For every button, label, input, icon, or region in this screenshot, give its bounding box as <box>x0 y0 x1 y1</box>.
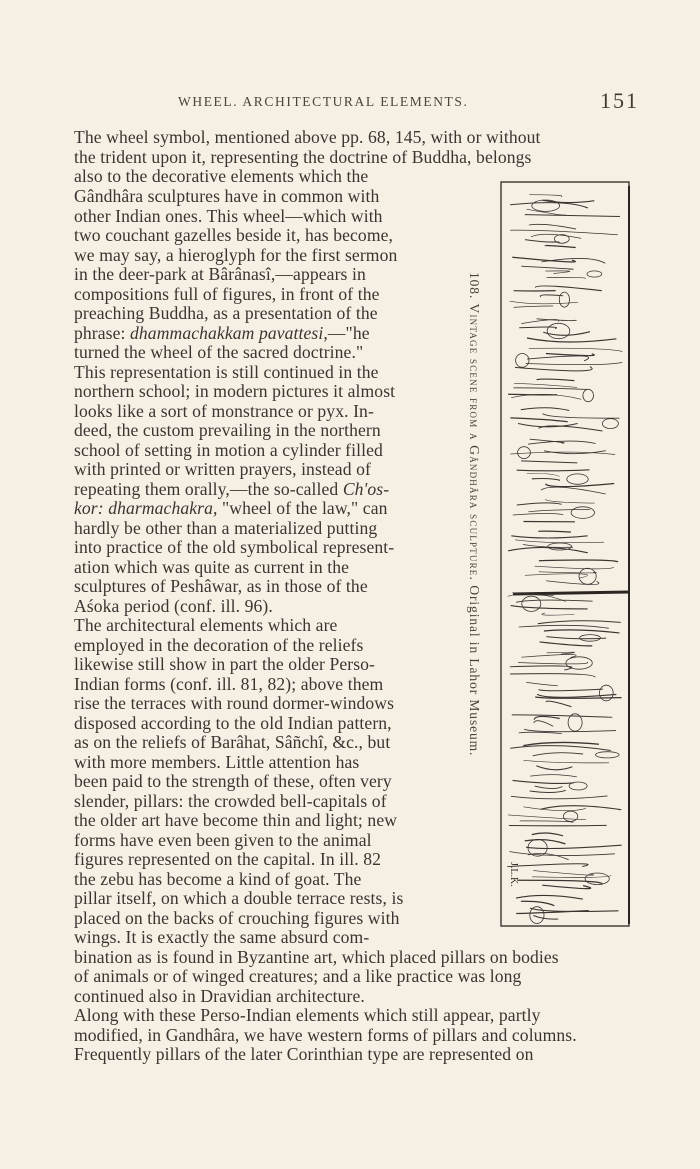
engraving-stroke <box>508 547 588 552</box>
engraving-stroke <box>532 833 563 836</box>
engraving-stroke <box>509 852 615 856</box>
engraving-stroke <box>538 621 621 624</box>
relief-illustration <box>483 172 643 940</box>
engraving-stroke <box>535 286 602 291</box>
engraving-stroke <box>537 379 575 381</box>
engraving-stroke <box>534 716 560 719</box>
text-line: deed, the custom prevailing in the northern <box>74 420 381 440</box>
grape-cluster-mark <box>587 271 602 277</box>
engraving-stroke <box>519 327 556 329</box>
engraving-stroke <box>514 388 587 390</box>
engraving-stroke <box>510 418 567 422</box>
text-line: This representation is still continued in the <box>74 362 379 382</box>
engraving-stroke <box>514 306 554 307</box>
engraving-stroke <box>547 277 586 278</box>
engraving-stroke <box>526 362 623 364</box>
engraving-stroke <box>534 721 553 727</box>
engraving-stroke <box>524 729 616 732</box>
text-line: two couchant gazelles beside it, has become, <box>74 225 394 245</box>
engraving-stroke <box>518 662 588 664</box>
engraving-stroke <box>525 240 559 242</box>
engraving-stroke <box>539 689 603 691</box>
engraving-stroke <box>513 780 574 783</box>
grape-cluster-mark <box>559 292 569 307</box>
text-line: rise the terraces with round dormer-windows <box>74 693 395 713</box>
engraving-stroke <box>517 880 602 884</box>
engraving-stroke <box>510 230 618 235</box>
text-line: we may say, a hieroglyph for the first sermon <box>74 245 398 265</box>
text-line: Indian forms (conf. ill. 81, 82); above them <box>74 674 384 694</box>
text-line: as on the reliefs of Barâhat, Sâñchî, &c., but <box>74 732 391 752</box>
text-line: preaching Buddha, as a presentation of the <box>74 303 378 323</box>
grape-cluster-mark <box>602 419 618 429</box>
grape-cluster-mark <box>547 323 570 338</box>
engraving-stroke <box>535 566 614 569</box>
engraving-stroke <box>514 383 577 387</box>
grape-cluster-mark <box>579 568 596 584</box>
figure-title: Vintage scene from a Gândhâra sculpture. <box>467 303 482 582</box>
engraving-stroke <box>525 215 620 217</box>
relief-drawing <box>483 172 643 940</box>
text-line: placed on the backs of crouching figures with <box>74 908 400 928</box>
figure-number: 108. <box>467 272 482 300</box>
engraving-stroke <box>526 682 557 685</box>
grape-cluster-mark <box>563 811 577 821</box>
text-line: pillar itself, on which a double terrace rests, is <box>74 888 404 908</box>
text-line: northern school; in modern pictures it almost <box>74 381 396 401</box>
engraving-stroke <box>527 473 560 476</box>
engraving-stroke <box>521 901 554 905</box>
text-line: turned the wheel of the sacred doctrine." <box>74 342 364 362</box>
engraving-stroke <box>528 510 590 512</box>
engraving-stroke <box>542 613 575 615</box>
engraving-stroke <box>515 540 604 543</box>
engraving-stroke <box>510 203 588 208</box>
engraving-stroke <box>524 760 610 763</box>
engraving-stroke <box>530 790 566 792</box>
grape-cluster-mark <box>596 752 620 758</box>
grape-cluster-mark <box>569 782 587 790</box>
engraving-stroke <box>547 652 575 654</box>
grape-cluster-mark <box>583 389 594 401</box>
text-line: other Indian ones. This wheel—which with <box>74 206 383 226</box>
engraving-stroke <box>511 536 587 538</box>
engraving-stroke <box>542 885 591 888</box>
engraving-stroke <box>512 715 612 717</box>
grape-cluster-mark <box>532 200 560 211</box>
engraving-stroke <box>529 348 623 351</box>
grape-cluster-mark <box>548 543 572 550</box>
grape-cluster-mark <box>522 596 541 611</box>
text-line: figures represented on the capital. In ill. 82 <box>74 849 382 869</box>
engraving-stroke <box>527 356 589 361</box>
text-line: with printed or written prayers, instead of <box>74 459 371 479</box>
engraving-stroke <box>538 531 571 532</box>
text-line: the older art have become thin and light; new <box>74 810 398 830</box>
text-line: looks like a sort of monstrance or pyx. In- <box>74 401 374 421</box>
text-line: the trident upon it, representing the doctrine of Buddha, belongs <box>74 147 532 167</box>
text-line: Along with these Perso-Indian elements which still appear, partly <box>74 1005 541 1025</box>
grape-cluster-mark <box>518 447 531 459</box>
grape-cluster-mark <box>516 354 529 368</box>
text-line: The wheel symbol, mentioned above pp. 68, 145, with or without <box>74 127 541 147</box>
engraving-stroke <box>539 560 618 562</box>
engraving-stroke <box>510 301 578 304</box>
figure-caption <box>466 272 482 756</box>
text-line: Aśoka period (conf. ill. 96). <box>74 596 273 616</box>
engraving-stroke <box>517 503 562 505</box>
text-line: school of setting in motion a cylinder filled <box>74 440 383 460</box>
text-line: sculptures of Peshâwar, as in those of the <box>74 576 368 596</box>
engraving-stroke <box>529 224 576 229</box>
engraving-stroke <box>535 786 563 788</box>
engraving-stroke <box>527 209 566 215</box>
engraving-stroke <box>516 600 593 602</box>
engraving-stroke <box>516 895 583 899</box>
engraving-stroke <box>517 470 590 471</box>
text-line: into practice of the old symbolical represent- <box>74 537 395 557</box>
text-line: kor: dharmachakra, "wheel of the law," can <box>74 498 388 518</box>
engraving-stroke <box>545 246 576 248</box>
text-line: been paid to the strength of these, often very <box>74 771 392 791</box>
grape-cluster-mark <box>571 507 594 519</box>
engraving-stroke <box>536 766 572 770</box>
grape-cluster-mark <box>580 635 601 642</box>
text-line: The architectural elements which are <box>74 615 338 635</box>
text-line: bination as is found in Byzantine art, which placed pillars on bodies <box>74 947 559 967</box>
text-line: phrase: dhammachakkam pavattesi,—"he <box>74 323 370 343</box>
engraving-stroke <box>540 642 593 646</box>
engraving-stroke <box>511 796 608 799</box>
text-line: of animals or of winged creatures; and a like practice was long <box>74 966 522 986</box>
engraving-stroke <box>510 674 595 678</box>
text-line: Gândhâra sculptures have in common with <box>74 186 380 206</box>
grape-cluster-mark <box>554 235 569 244</box>
artist-initials: J.L.K. <box>508 862 519 887</box>
engraving-stroke <box>525 574 588 578</box>
engraving-stroke <box>533 871 593 876</box>
engraving-stroke <box>521 654 576 657</box>
text-line: forms have even been given to the animal <box>74 830 372 850</box>
text-line: ation which was quite as current in the <box>74 557 350 577</box>
engraving-stroke <box>513 514 564 515</box>
text-line: likewise still show in part the older Perso- <box>74 654 376 674</box>
text-line: continued also in Dravidian architecture. <box>74 986 365 1006</box>
page-number: 151 <box>600 88 639 113</box>
text-line: slender, pillars: the crowded bell-capitals of <box>74 791 387 811</box>
text-line: the zebu has become a kind of goat. The <box>74 869 362 889</box>
text-line: also to the decorative elements which the <box>74 166 369 186</box>
text-line: disposed according to the old Indian pattern, <box>74 713 392 733</box>
figure-source-note: Original in Lahor Museum. <box>467 585 482 757</box>
engraving-stroke <box>541 487 606 494</box>
engraving-stroke <box>530 775 577 777</box>
grape-cluster-mark <box>566 657 592 669</box>
engraving-stroke <box>520 821 574 822</box>
engraving-stroke <box>510 746 611 751</box>
engraving-stroke <box>546 701 571 707</box>
engraving-stroke <box>527 338 616 342</box>
engraving-stroke <box>543 414 620 419</box>
text-line: hardly be other than a materialized putting <box>74 518 378 538</box>
engraving-stroke <box>521 408 569 411</box>
text-line: modified, in Gandhâra, we have western forms of pillars and columns. <box>74 1025 577 1045</box>
engraving-stroke <box>519 732 562 733</box>
engraving-stroke <box>526 845 622 848</box>
engraving-stroke <box>510 666 572 670</box>
running-header: WHEEL. ARCHITECTURAL ELEMENTS. <box>178 94 469 109</box>
text-line: in the deer-park at Bârânasî,—appears in <box>74 264 366 284</box>
engraving-stroke <box>544 630 620 633</box>
engraving-stroke <box>545 271 570 274</box>
text-line: Frequently pillars of the later Corinthian type are represented on <box>74 1044 534 1064</box>
text-line: compositions full of figures, in front of the <box>74 284 380 304</box>
engraving-stroke <box>540 806 621 810</box>
engraving-stroke <box>521 461 577 463</box>
text-line: with more members. Little attention has <box>74 752 360 772</box>
text-line: employed in the decoration of the reliefs <box>74 635 364 655</box>
engraving-stroke <box>508 815 586 820</box>
engraving-stroke <box>533 753 583 756</box>
text-line: repeating them orally,—the so-called Ch'os- <box>74 479 390 499</box>
engraving-stroke <box>533 916 558 920</box>
engraving-stroke <box>521 266 573 269</box>
engraving-stroke <box>532 875 611 877</box>
grape-cluster-mark <box>567 474 588 484</box>
engraving-stroke <box>537 694 616 697</box>
text-line: wings. It is exactly the same absurd com- <box>74 927 370 947</box>
engraving-stroke <box>543 332 590 336</box>
engraving-stroke <box>532 478 560 480</box>
engraving-stroke <box>529 195 562 197</box>
engraving-stroke <box>539 572 597 573</box>
engraving-stroke <box>515 367 592 371</box>
engraving-stroke <box>546 354 594 356</box>
engraving-stroke <box>523 742 599 745</box>
engraving-stroke <box>519 625 609 628</box>
engraving-stroke <box>546 637 606 639</box>
engraving-stroke <box>523 807 586 811</box>
vine-carving <box>507 195 622 924</box>
